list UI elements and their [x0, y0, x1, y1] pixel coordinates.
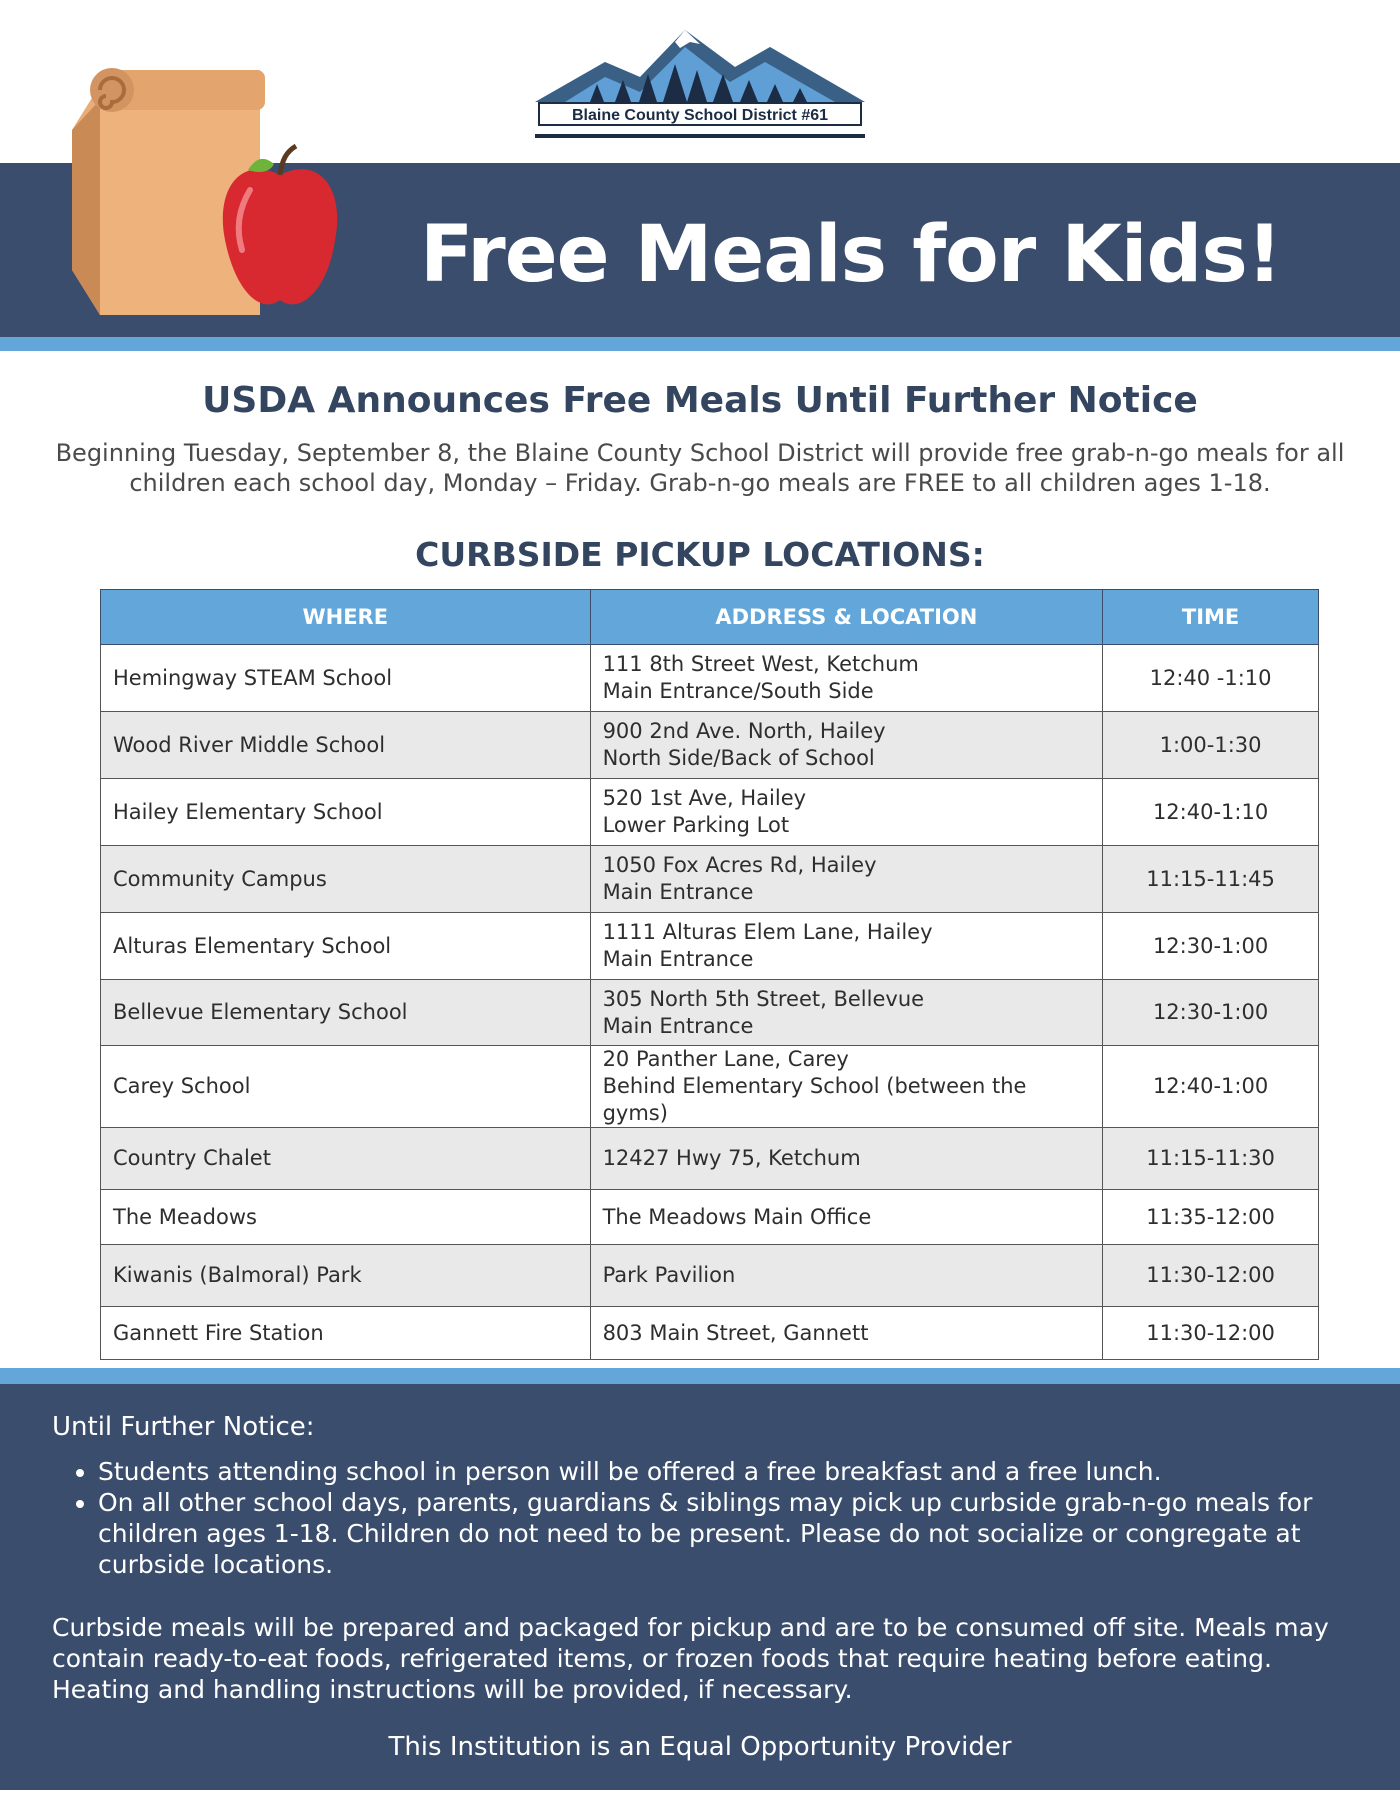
bottom-margin [0, 1790, 1400, 1811]
cell-time: 1:00-1:30 [1103, 712, 1319, 779]
cell-where: Bellevue Elementary School [101, 980, 591, 1046]
address-line: 20 Panther Lane, Carey [602, 1047, 849, 1071]
table-row [101, 1128, 1319, 1190]
cell-where: The Meadows [101, 1190, 591, 1245]
table-header-row [101, 590, 1319, 645]
cell-time: 12:40-1:00 [1103, 1046, 1319, 1128]
cell-where: Wood River Middle School [101, 712, 591, 779]
address-line: 1050 Fox Acres Rd, Hailey [602, 853, 877, 877]
cell-address [590, 846, 1103, 913]
table-row [101, 712, 1319, 779]
table-row [101, 779, 1319, 846]
table-row [101, 1245, 1319, 1307]
announcement-headline: USDA Announces Free Meals Until Further Notice [202, 380, 1198, 421]
lunch-bag-apple-icon [60, 60, 360, 330]
address-line: 305 North 5th Street, Bellevue [602, 986, 925, 1011]
location-line-continued: gyms) [602, 1101, 668, 1125]
location-line: North Side/Back of School [602, 746, 875, 770]
cell-where: Community Campus [101, 846, 591, 913]
location-line: Lower Parking Lot [602, 813, 790, 837]
curbside-meals-paragraph: Curbside meals will be prepared and packaged for pickup and are to be consumed off site. Meals may contain ready-to-eat foods, refrigerated items, or frozen foods that require heating before eating. Heating and handling instructions will be provided, if necessary. [52, 1613, 1329, 1704]
footer-panel [0, 1384, 1400, 1790]
cell-where: Hemingway STEAM School [101, 645, 591, 712]
cell-time: 12:40-1:10 [1103, 779, 1319, 846]
address-line: The Meadows Main Office [602, 1204, 872, 1229]
cell-address [590, 1046, 1103, 1128]
table-row [101, 645, 1319, 712]
cell-time: 11:35-12:00 [1103, 1190, 1319, 1245]
cell-time: 12:30-1:00 [1103, 980, 1319, 1046]
location-line: Main Entrance [602, 880, 754, 904]
address-line: 900 2nd Ave. North, Hailey [602, 719, 886, 743]
cell-address [590, 779, 1103, 846]
location-line: Main Entrance [602, 947, 754, 971]
pickup-locations-heading: CURBSIDE PICKUP LOCATIONS: [415, 535, 985, 574]
cell-where: Carey School [101, 1046, 591, 1128]
cell-where: Kiwanis (Balmoral) Park [101, 1245, 591, 1307]
equal-opportunity-statement: This Institution is an Equal Opportunity Provider [388, 1732, 1012, 1762]
location-line: Main Entrance [602, 1013, 754, 1038]
cell-where: Country Chalet [101, 1128, 591, 1190]
address-line: 1111 Alturas Elem Lane, Hailey [602, 920, 933, 944]
table-row [101, 1190, 1319, 1245]
table-row [101, 1307, 1319, 1360]
address-line: 520 1st Ave, Hailey [602, 786, 807, 810]
notice-bullet-list [98, 1456, 1358, 1580]
cell-where: Hailey Elementary School [101, 779, 591, 846]
banner-title: Free Meals for Kids! [420, 210, 1282, 300]
cell-address [590, 1128, 1103, 1190]
address-line: 12427 Hwy 75, Ketchum [602, 1146, 861, 1170]
pickup-locations-table [100, 589, 1319, 1360]
cell-time: 11:15-11:30 [1103, 1128, 1319, 1190]
cell-address [590, 645, 1103, 712]
location-line: Behind Elementary School (between the [602, 1074, 1027, 1098]
announcement-body: Beginning Tuesday, September 8, the Blaine County School District will provide free grab-n-go meals for all children each school day, Monday – Friday. Grab-n-go meals are FREE to all children ages 1-18. [55, 439, 1345, 497]
footer-stripe [0, 1368, 1400, 1384]
table-row [101, 913, 1319, 980]
cell-time: 11:30-12:00 [1103, 1307, 1319, 1360]
cell-address [590, 1190, 1103, 1245]
notice-bullet: • Students attending school in person will be offered a free breakfast and a free lunch. [98, 1456, 1358, 1487]
table-row [101, 846, 1319, 913]
cell-address [590, 913, 1103, 980]
cell-time: 11:30-12:00 [1103, 1245, 1319, 1307]
address-line: Park Pavilion [602, 1263, 736, 1287]
location-line: Main Entrance/South Side [602, 679, 874, 703]
notice-bullet: • On all other school days, parents, guardians & siblings may pick up curbside grab-n-go meals for children ages 1-18. Children do not need to be present. Please do not socialize or congregate at curbside locations. [98, 1487, 1358, 1580]
banner-stripe [0, 337, 1400, 351]
district-logo-caption: Blaine County School District #61 [538, 102, 862, 126]
cell-time: 11:15-11:45 [1103, 846, 1319, 913]
column-header-time: TIME [1103, 590, 1319, 645]
cell-address [590, 1245, 1103, 1307]
table-row [101, 1046, 1319, 1128]
cell-where: Alturas Elementary School [101, 913, 591, 980]
cell-address [590, 980, 1103, 1046]
address-line: 111 8th Street West, Ketchum [602, 652, 919, 676]
table-row [101, 980, 1319, 1046]
address-line: 803 Main Street, Gannett [602, 1320, 869, 1345]
column-header-address: ADDRESS & LOCATION [590, 590, 1103, 645]
cell-time: 12:40 -1:10 [1103, 645, 1319, 712]
cell-address [590, 712, 1103, 779]
cell-where: Gannett Fire Station [101, 1307, 591, 1360]
cell-time: 12:30-1:00 [1103, 913, 1319, 980]
notice-title: Until Further Notice: [52, 1412, 315, 1442]
column-header-where: WHERE [101, 590, 591, 645]
cell-address [590, 1307, 1103, 1360]
